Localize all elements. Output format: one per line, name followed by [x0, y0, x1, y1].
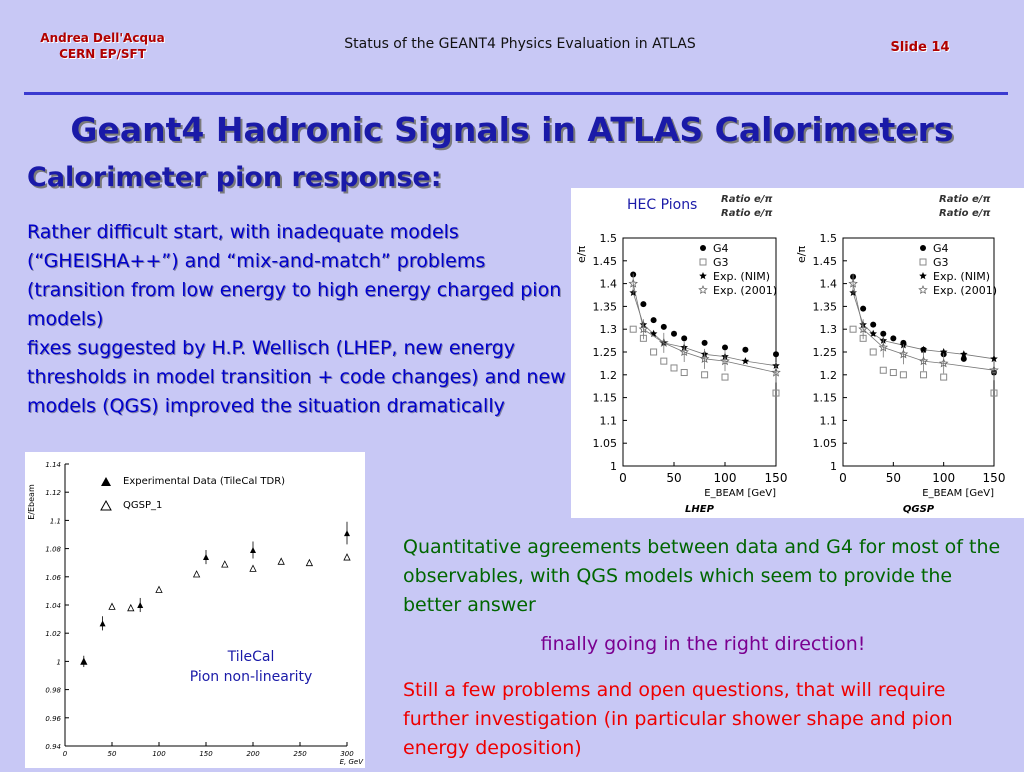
- hec-data-point: [742, 347, 748, 353]
- hec-legend-marker: [699, 286, 707, 293]
- hec-ratio-label: Ratio e/π: [721, 194, 773, 205]
- hec-y-axis-label: e/π: [795, 245, 808, 263]
- hec-legend-marker: [700, 245, 706, 251]
- hec-y-tick-label: 1.45: [812, 254, 837, 268]
- hec-data-point: [880, 367, 886, 373]
- hec-chart-panel: [571, 188, 1024, 518]
- tile-x-tick-label: 200: [246, 750, 260, 758]
- hec-y-tick-label: 1.2: [819, 368, 837, 382]
- hec-y-tick-label: 1.05: [812, 437, 837, 451]
- tile-x-tick-label: 0: [62, 750, 68, 758]
- tile-annotation-line2: Pion non-linearity: [189, 669, 313, 685]
- hec-y-tick-label: 1: [830, 460, 837, 473]
- tile-y-tick-label: 1: [56, 658, 61, 667]
- body-text: [27, 218, 567, 421]
- hec-y-tick-label: 1.05: [592, 437, 617, 451]
- hec-data-point: [681, 335, 687, 341]
- hec-panel-label: LHEP: [685, 504, 714, 515]
- hec-y-tick-label: 1.1: [819, 414, 837, 428]
- author-name: Andrea Dell'Acqua: [40, 31, 165, 45]
- hec-legend-entry: G3: [933, 256, 949, 269]
- problems-text: Still a few problems and open questions, that will require further investigation (in particular shower shape and pion energy deposition): [403, 679, 953, 759]
- tile-y-axis-label: E/Ebeam: [27, 484, 36, 520]
- hec-data-point: [880, 331, 886, 337]
- hec-chart-title: HEC Pions: [627, 197, 698, 213]
- hec-y-tick-label: 1.5: [819, 232, 837, 245]
- hec-legend-entry: Exp. (2001): [713, 284, 778, 297]
- tilecal-chart-panel: [25, 452, 365, 768]
- hec-legend-marker: [920, 259, 926, 265]
- tile-x-tick-label: 150: [199, 750, 213, 758]
- tile-data-point: [203, 554, 209, 560]
- header-divider: [24, 92, 1008, 95]
- hec-data-point: [773, 351, 779, 357]
- tile-x-tick-label: 50: [107, 750, 117, 758]
- hec-legend-marker: [919, 286, 927, 293]
- tile-data-point: [344, 530, 350, 536]
- tile-y-tick-label: 1.12: [45, 489, 61, 498]
- tile-legend-entry: Experimental Data (TileCal TDR): [123, 476, 286, 487]
- hec-data-point: [702, 372, 708, 378]
- hec-legend-entry: Exp. (2001): [933, 284, 998, 297]
- paragraph-2: fixes suggested by H.P. Wellisch (LHEP, new energy thresholds in model transition + code changes) and new models (QGS) improved the situation dramatically: [27, 337, 566, 417]
- hec-legend-entry: G4: [713, 242, 729, 255]
- tile-data-point: [194, 571, 200, 577]
- tile-y-tick-label: 0.98: [45, 686, 61, 695]
- tile-x-tick-label: 250: [293, 750, 307, 758]
- hec-x-tick-label: 150: [764, 471, 788, 485]
- tile-y-tick-label: 1.08: [45, 545, 61, 554]
- hec-data-point: [671, 331, 677, 337]
- hec-x-axis-label: E_BEAM [GeV]: [922, 488, 994, 499]
- slide-subtitle: Calorimeter pion response:: [27, 162, 442, 193]
- tile-data-point: [278, 558, 284, 564]
- hec-legend-marker: [920, 245, 926, 251]
- hec-y-tick-label: 1.15: [812, 391, 837, 405]
- hec-x-tick-label: 0: [619, 471, 627, 485]
- hec-x-axis-label: E_BEAM [GeV]: [704, 488, 776, 499]
- slide-title: Geant4 Hadronic Signals in ATLAS Calorimeters: [70, 110, 954, 149]
- hec-y-tick-label: 1.2: [599, 368, 617, 382]
- hec-data-point: [722, 374, 728, 380]
- hec-ratio-label: Ratio e/π: [939, 208, 991, 219]
- hec-y-tick-label: 1.5: [599, 232, 617, 245]
- hec-x-tick-label: 100: [932, 471, 956, 485]
- hec-y-tick-label: 1.4: [819, 277, 837, 291]
- hec-legend-marker: [699, 272, 707, 279]
- hec-data-point: [742, 357, 750, 364]
- hec-data-point: [640, 301, 646, 307]
- tile-x-tick-label: 100: [152, 750, 166, 758]
- hec-data-point: [651, 317, 657, 323]
- tile-data-point: [250, 565, 256, 571]
- tile-y-tick-label: 1.02: [45, 630, 61, 639]
- hec-ratio-label: Ratio e/π: [939, 194, 991, 205]
- tilecal-chart: [25, 452, 365, 768]
- hec-x-tick-label: 0: [839, 471, 847, 485]
- hec-x-tick-label: 50: [885, 471, 901, 485]
- tile-x-axis-label: E, GeV: [339, 758, 363, 766]
- hec-y-tick-label: 1.35: [812, 300, 837, 314]
- hec-data-point: [870, 349, 876, 355]
- author-block: [20, 30, 185, 62]
- tile-legend-entry: QGSP_1: [123, 500, 163, 511]
- hec-data-point: [722, 344, 728, 350]
- hec-panel-label: QGSP: [902, 504, 935, 515]
- hec-data-point: [850, 326, 856, 332]
- hec-y-tick-label: 1.45: [592, 254, 617, 268]
- hec-legend-entry: G3: [713, 256, 729, 269]
- direction-text: finally going in the right direction!: [540, 633, 866, 655]
- hec-data-point: [921, 372, 927, 378]
- tile-data-point: [306, 560, 312, 566]
- hec-data-point: [900, 372, 906, 378]
- tile-x-tick-label: 300: [340, 750, 354, 758]
- hec-y-tick-label: 1.25: [812, 346, 837, 359]
- tile-y-tick-label: 1.06: [45, 573, 61, 582]
- hec-x-tick-label: 150: [982, 471, 1006, 485]
- hec-data-point: [661, 324, 667, 330]
- hec-y-tick-label: 1.3: [599, 323, 617, 337]
- hec-chart: [571, 188, 1024, 518]
- tile-y-tick-label: 1.14: [45, 461, 61, 469]
- hec-y-axis-label: e/π: [575, 245, 588, 263]
- header-title: Status of the GEANT4 Physics Evaluation in ATLAS: [344, 36, 696, 52]
- hec-y-tick-label: 1: [610, 460, 617, 473]
- hec-data-point: [661, 358, 667, 364]
- hec-x-tick-label: 100: [713, 471, 737, 485]
- paragraph-1: Rather difficult start, with inadequate models (“GHEISHA++”) and “mix-and-match” problems (transition from low energy to high energy charged pion models): [27, 221, 562, 330]
- tile-y-tick-label: 1.1: [49, 517, 61, 526]
- hec-data-point: [651, 349, 657, 355]
- hec-legend-entry: Exp. (NIM): [713, 270, 770, 283]
- hec-data-point: [860, 306, 866, 312]
- tile-data-point: [344, 554, 350, 560]
- hec-x-tick-label: 50: [666, 471, 682, 485]
- hec-legend-entry: G4: [933, 242, 949, 255]
- hec-y-tick-label: 1.15: [592, 391, 617, 405]
- hec-data-point: [702, 340, 708, 346]
- tile-data-point: [109, 603, 115, 609]
- tile-legend-marker: [101, 477, 111, 486]
- hec-data-point: [890, 370, 896, 376]
- hec-y-tick-label: 1.3: [819, 323, 837, 337]
- tile-data-point: [156, 586, 162, 592]
- tile-annotation-line1: TileCal: [227, 649, 275, 665]
- hec-data-point: [681, 370, 687, 376]
- tile-data-point: [222, 561, 228, 567]
- tile-data-point: [250, 547, 256, 553]
- hec-data-point: [870, 322, 876, 328]
- hec-data-point: [941, 374, 947, 380]
- hec-legend-marker: [919, 272, 927, 279]
- tile-data-point: [128, 605, 134, 611]
- hec-legend-entry: Exp. (NIM): [933, 270, 990, 283]
- hec-ratio-label: Ratio e/π: [721, 208, 773, 219]
- tile-data-point: [137, 602, 143, 608]
- agreement-text: Quantitative agreements between data and G4 for most of the observables, with QGS models which seem to provide the better answer: [403, 536, 1001, 616]
- hec-legend-marker: [700, 259, 706, 265]
- tile-y-tick-label: 0.96: [45, 714, 61, 723]
- tile-y-tick-label: 1.04: [45, 602, 61, 610]
- hec-data-point: [671, 365, 677, 371]
- tile-data-point: [81, 658, 87, 664]
- tile-legend-marker: [101, 501, 111, 510]
- hec-y-tick-label: 1.1: [599, 414, 617, 428]
- hec-data-point: [890, 335, 896, 341]
- hec-y-tick-label: 1.4: [599, 277, 617, 291]
- tile-data-point: [100, 620, 106, 626]
- slide-number: Slide 14: [890, 40, 950, 55]
- hec-y-tick-label: 1.35: [592, 300, 617, 314]
- hec-data-point: [630, 326, 636, 332]
- author-affiliation: CERN EP/SFT: [59, 47, 146, 61]
- hec-y-tick-label: 1.25: [592, 346, 617, 359]
- tile-y-tick-label: 0.94: [45, 743, 61, 751]
